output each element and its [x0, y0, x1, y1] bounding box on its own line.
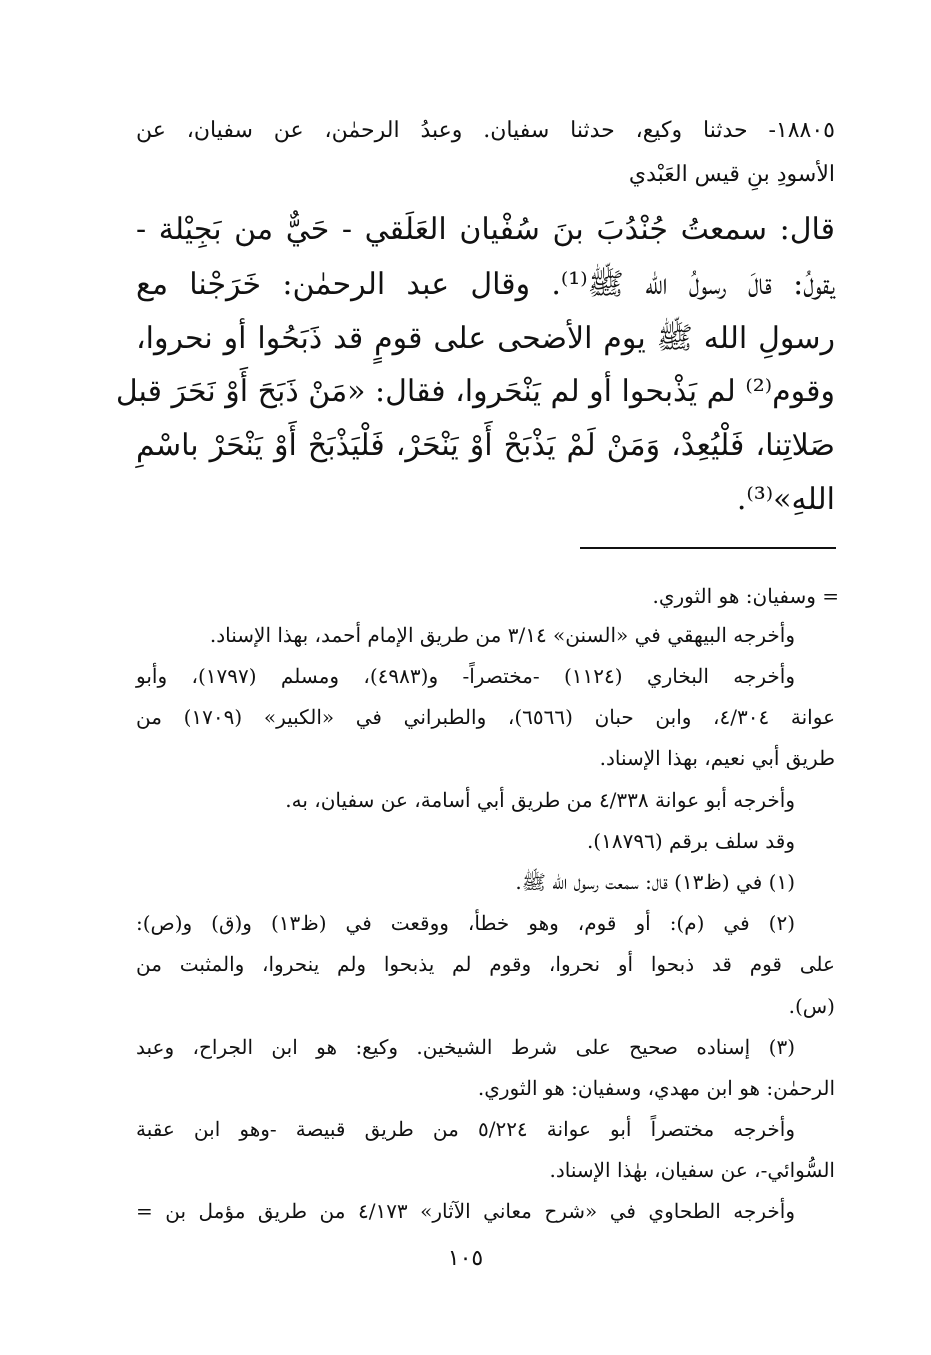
hadith-text-line-4: وقوم⁽²⁾ لم يَذْبحوا أو لم يَنْحَروا، فقال: «مَنْ ذَبَحَ أَوْ نَحَرَ قبل [115, 374, 835, 409]
footnote-3-line-5: وأخرجه الطحاوي في «شرح معاني الآثار» ٤/١٧٣ من طريق مؤمل بن = [136, 1199, 795, 1223]
footnote-3-line-1: (٣) إسناده صحيح على شرط الشيخين. وكيع: هو ابن الجراح، وعبد [136, 1035, 796, 1059]
footnote-3-line-4: السُّوائي-، عن سفيان، بهٰذا الإسناد. [549, 1158, 835, 1182]
page-number: ١٠٥ [447, 1246, 484, 1271]
footnote-2-line-2: على قوم قد ذبحوا أو نحروا، وقوم لم يذبحوا ولم ينحروا، والمثبت من [136, 952, 835, 976]
footnote-line-1: = وسفيان: هو الثوري. [652, 584, 839, 608]
hadith-text-line-5: صَلاتِنا، فَلْيُعِدْ، وَمَنْ لَمْ يَذْبَحْ أَوْ يَنْحَرْ، فَلْيَذْبَحْ أَوْ يَنْحَرْ باسْمِ [136, 428, 835, 463]
footnote-2-line-3: (س). [788, 994, 835, 1018]
footnote-2-line-1: (٢) في (م): أو قوم، وهو خطأ، ووقعت في (ظ١٣) و(ق) و(ص): [136, 911, 795, 935]
footnote-line-4: عوانة ٤/٣٠٤، وابن حبان (٦٥٦٦)، والطبراني في «الكبير» (١٧٠٩) من [136, 705, 835, 729]
footnote-3-line-3: وأخرجه مختصراً أبو عوانة ٥/٢٢٤ من طريق قبيصة -وهو ابن عقبة [136, 1117, 795, 1141]
footnote-line-2: وأخرجه البيهقي في «السنن» ٣/١٤ من طريق الإمام أحمد، بهذا الإسناد. [209, 623, 795, 647]
footnote-line-7: وقد سلف برقم (١٨٧٩٦). [586, 829, 795, 853]
hadith-text-line-1: قال: سمعتُ جُنْدُبَ بنَ سُفْيان العَلَقي - حَيٌّ من بَجِيْلة - [136, 212, 835, 247]
footnote-1: (١) في (ظ١٣) قال: سمعت رسول الله ﷺ. [515, 870, 795, 894]
hadith-text-line-6: اللهِ»⁽³⁾. [736, 482, 835, 517]
footnote-separator [580, 547, 836, 549]
hadith-text-line-3: رسولِ الله ﷺ يوم الأضحى على قومٍ قد ذَبَحُوا أو نحروا، [136, 321, 835, 356]
footnote-3-line-2: الرحمٰن: هو ابن مهدي، وسفيان: هو الثوري. [477, 1076, 835, 1100]
footnote-line-3: وأخرجه البخاري (١١٢٤) -مختصراً- و(٤٩٨٣)، ومسلم (١٧٩٧)، وأبو [136, 664, 796, 688]
footnote-line-5: طريق أبي نعيم، بهذا الإسناد. [599, 746, 835, 770]
hadith-header-line-1: ١٨٨٠٥- حدثنا وكيع، حدثنا سفيان. وعبدُ الرحمٰن، عن سفيان، عن [136, 118, 835, 143]
hadith-header-line-2: الأسودِ بنِ قيس العَبْدي [628, 162, 835, 187]
hadith-text-line-2: يقولُ: قالَ رسولُ الله ﷺ⁽¹⁾. وقال عبد الرحمٰن: خَرَجْنا مع [136, 267, 835, 302]
footnote-line-6: وأخرجه أبو عوانة ٤/٣٣٨ من طريق أبي أسامة، عن سفيان، به. [285, 788, 795, 812]
